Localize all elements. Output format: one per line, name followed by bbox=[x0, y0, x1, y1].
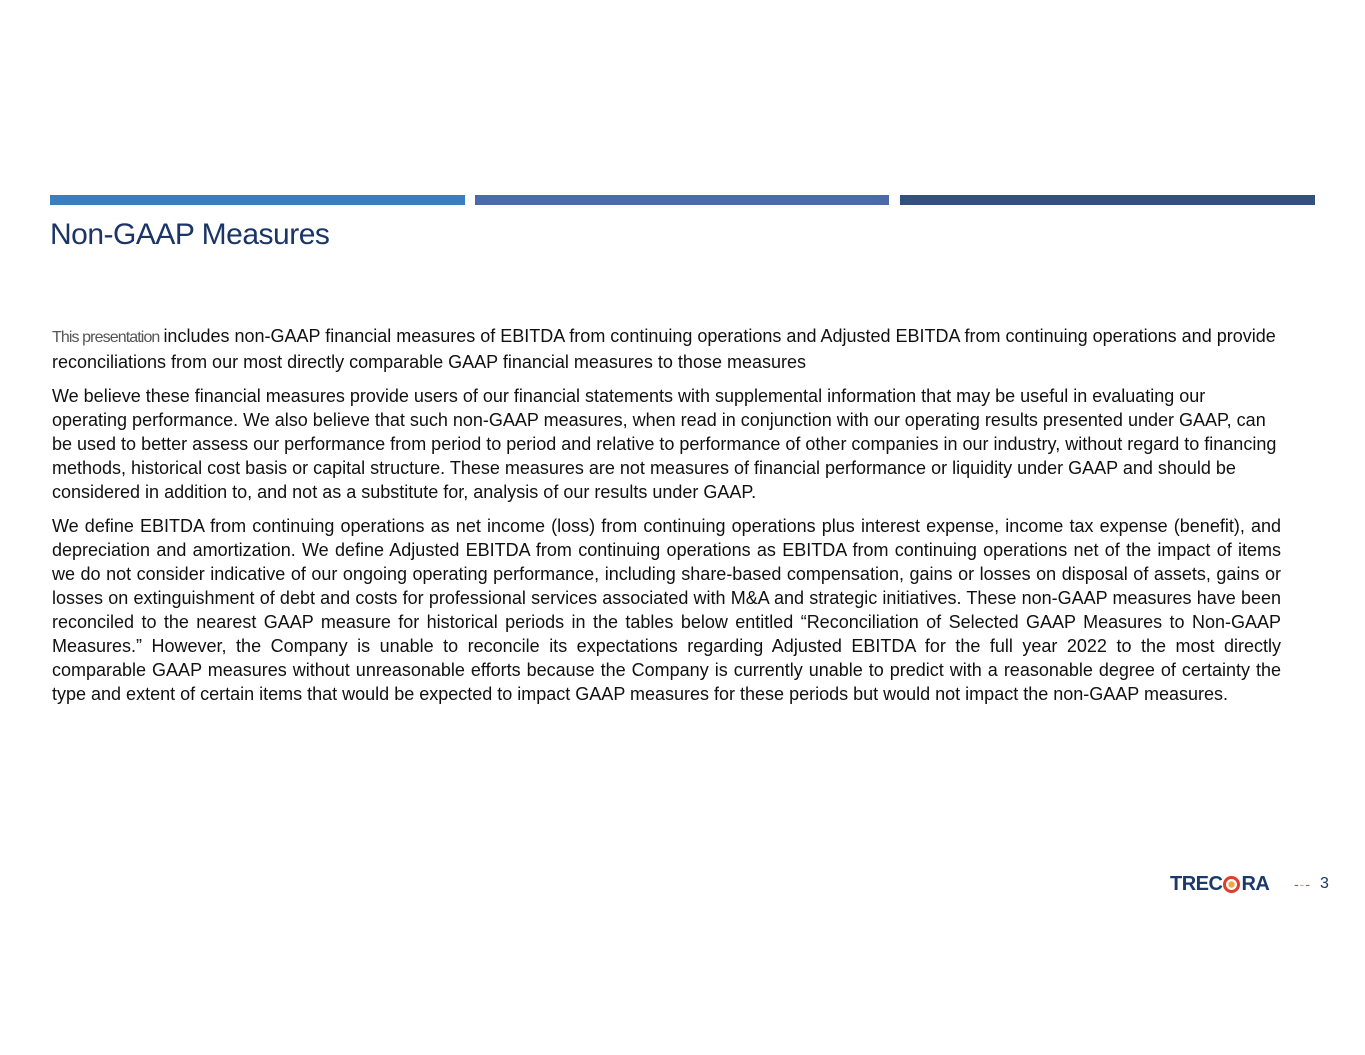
logo-text-start: TREC bbox=[1170, 872, 1223, 895]
header-bar-left bbox=[50, 195, 465, 205]
footer-dashes bbox=[1294, 872, 1311, 896]
paragraph-intro bbox=[52, 324, 1281, 374]
page-title: Non-GAAP Measures bbox=[50, 218, 330, 251]
paragraph-rationale: We believe these financial measures provide users of our financial statements with supplemental information that may be useful in evaluating our operating performance. We also believe that such non-GAAP measures, when read in conjunction with our operating results presented under GAAP, can be used to better assess our performance from period to period and relative to performance of other companies in our industry, without regard to financing methods, historical cost basis or capital structure. These measures are not measures of financial performance or liquidity under GAAP and should be considered in addition to, and not as a substitute for, analysis of our results under GAAP. bbox=[52, 386, 1277, 502]
footer-dash: - bbox=[1299, 876, 1306, 892]
body-text bbox=[52, 324, 1281, 716]
footer bbox=[1170, 872, 1335, 896]
footer-dash: - bbox=[1305, 876, 1312, 892]
paragraph-definitions: We define EBITDA from continuing operations as net income (loss) from continuing operations plus interest expense, income tax expense (benefit), and depreciation and amortization. We define Adjusted EBITDA from continuing operations as EBITDA from continuing operations net of the impact of items we do not consider indicative of our ongoing operating performance, including share-based compensation, gains or losses on disposal of assets, gains or losses on extinguishment of debt and costs for professional services associated with M&A and strategic initiatives. These non-GAAP measures have been reconciled to the nearest GAAP measure for historical periods in the tables below entitled “Reconciliation of Selected GAAP Measures to Non-GAAP Measures.” However, the Company is unable to reconcile its expectations regarding Adjusted EBITDA for the full year 2022 to the most directly comparable GAAP measures without unreasonable efforts because the Company is currently unable to predict with a reasonable degree of certainty the type and extent of certain items that would be expected to impact GAAP measures for these periods but would not impact the non-GAAP measures. bbox=[52, 516, 1281, 704]
paragraph-intro-text: includes non-GAAP financial measures of EBITDA from continuing operations and Adjusted EBITDA from continuing operations and provide reconciliations from our most directly comparable GAAP financial measures to those measures bbox=[52, 326, 1276, 372]
header-bar-middle bbox=[475, 195, 889, 205]
footer-dash: - bbox=[1294, 876, 1300, 892]
page-number: 3 bbox=[1320, 875, 1329, 892]
header-decoration-bars bbox=[50, 195, 1315, 205]
header-bar-right bbox=[900, 195, 1315, 205]
trecora-logo bbox=[1170, 872, 1269, 896]
logo-o-mark-icon bbox=[1223, 876, 1240, 893]
paragraph-intro-lead: This presentation bbox=[52, 329, 160, 346]
logo-text-end: RA bbox=[1241, 872, 1270, 895]
